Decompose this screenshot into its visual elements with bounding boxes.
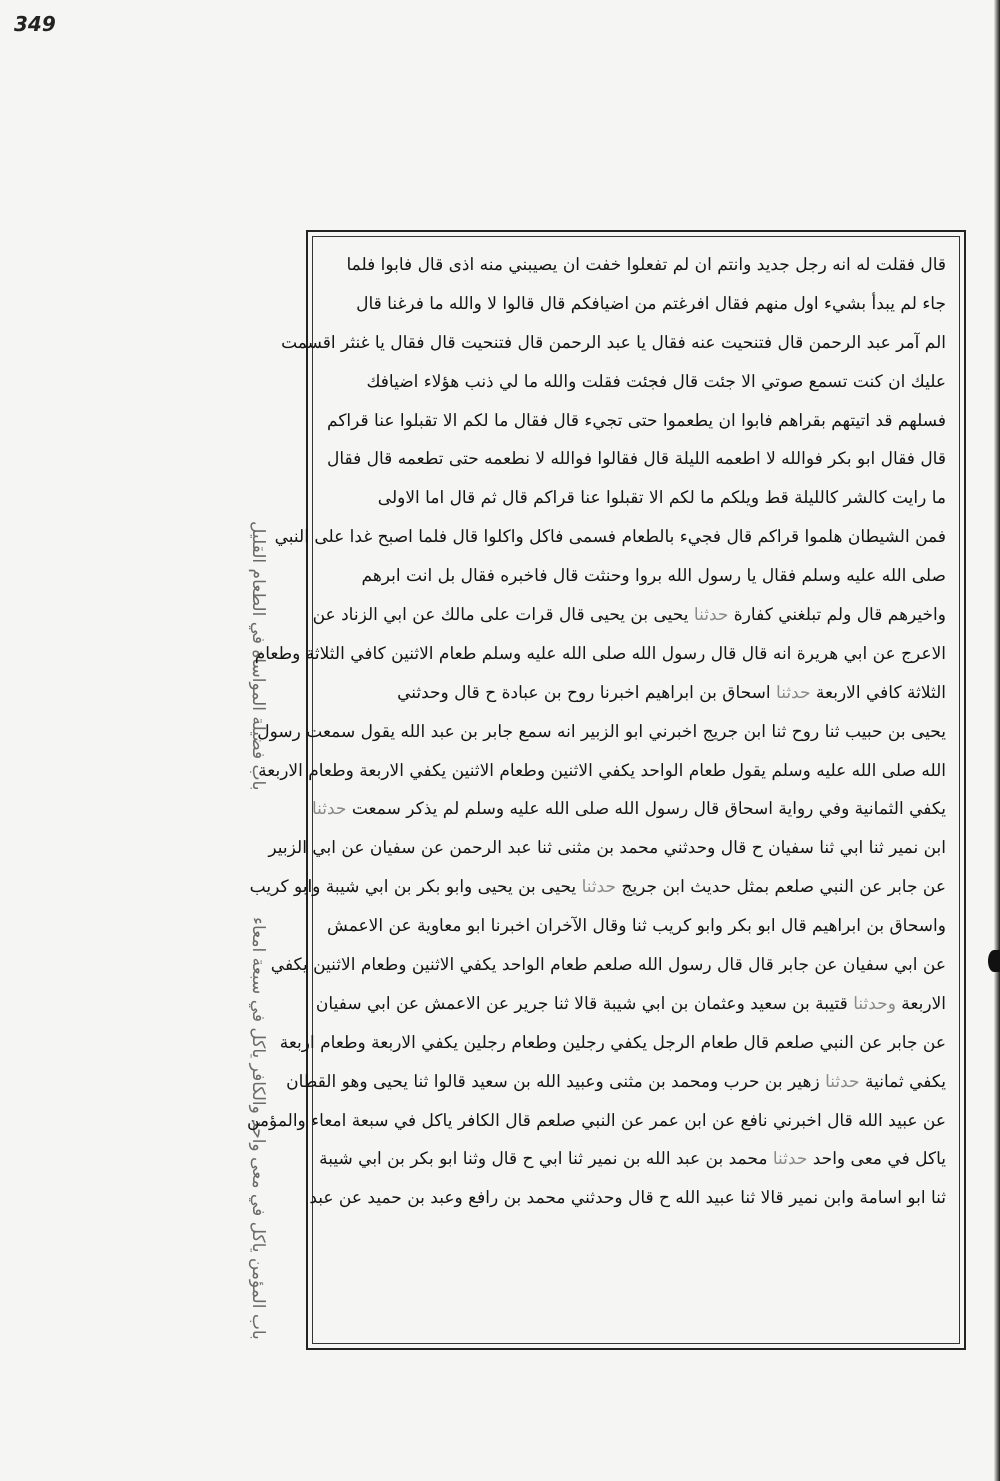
text-line [258,752,946,791]
text-line [274,518,946,557]
text-segment: ما رايت كالشر كالليلة قط ويلكم ما لكم الا تقبلوا عنا قراكم قال ثم قال اما الاولى [377,488,946,509]
text-line [268,829,946,868]
text-segment: عن عبيد الله قال اخبرني نافع عن ابن عمر عن النبي صلعم قال الكافر ياكل في سبعة امعاء والمؤمن [246,1110,946,1131]
text-segment: فمن الشيطان هلموا قراكم قال فجيء بالطعام فسمى فاكل واكلوا قال فلما اصبح غدا على النبي [274,527,946,548]
text-segment: ابن نمير ثنا ابي ثنا سفيان ح قال وحدثني محمد بن مثنى ثنا عبد الرحمن عن سفيان عن ابي الزبير [268,838,946,859]
page-edge-shadow [994,0,1000,1481]
text-segment: عن جابر عن النبي صلعم قال طعام الرجل يكفي رجلين وطعام رجلين يكفي الاربعة وطعام اربعة [279,1032,946,1053]
text-segment: يحيى بن حبيب ثنا روح ثنا ابن جريج اخبرني ابو الزبير انه سمع جابر بن عبد الله يقول سمعت رسول [257,721,946,742]
text-segment: قال فقلت له انه رجل جديد وانتم ان لم تفعلوا خفت ان يصيبني منه اذى قال فابوا فلما [346,255,946,275]
text-line [328,402,946,441]
text-segment: يحيى بن يحيى قال قرات على مالك عن ابي الزناد عن [312,605,694,626]
text-segment: واخيرهم قال ولم تبلغني كفارة [728,605,946,626]
text-segment: عن جابر عن النبي صلعم بمثل حديث ابن جريج [616,877,946,898]
text-line [270,946,946,985]
page-number: 349 [14,12,56,36]
margin-chapter-heading-bottom: باب المؤمن ياكل في معى واحد والكافر ياكل في سبعة امعاء [248,917,268,1340]
text-line [257,713,946,752]
text-segment: محمد بن عبد الله بن نمير ثنا ابي ح قال وثنا ابو بكر بن ابي شيبة [319,1149,773,1170]
hadith-marker: حدثنا [693,605,729,626]
text-segment: اسحاق بن ابراهيم اخبرنا روح بن عبادة ح قال وحدثني [397,682,777,703]
hadith-marker: حدثنا [311,799,347,820]
hadith-marker: حدثنا [772,1149,808,1170]
text-line [328,674,946,713]
text-line [328,440,946,479]
text-line [328,479,946,518]
text-line [281,324,946,363]
text-segment: قال فقال ابو بكر فوالله لا اطعمه الليلة قال فقالوا فوالله لا نطعمه حتى تطعمه قال فقال [326,449,946,470]
text-line [311,790,946,829]
text-line [246,1102,946,1141]
text-segment: يكفي ثمانية [859,1071,946,1092]
text-line [328,285,946,324]
text-segment: يحيى بن يحيى وابو بكر بن ابي شيبة وابو كريب [249,877,582,898]
text-line [315,985,946,1024]
text-line [309,1179,946,1218]
text-line [312,596,946,635]
text-segment: الثلاثة كافي الاربعة [810,682,946,703]
text-line [286,1063,946,1102]
hadith-marker: حدثنا [776,682,811,703]
text-segment: الم آمر عبد الرحمن قال فتنحيت عنه فقال يا عبد الرحمن قال فتنحيت قال فقال يا غنثر اقسمت [281,332,946,353]
text-line [328,557,946,596]
text-segment: فسلهم قد اتيتهم بقراهم فابوا ان يطعموا حتى تجيء قال فقال ما لكم الا تقبلوا عنا قراكم [327,410,946,431]
hadith-marker: حدثنا [825,1071,860,1092]
text-segment: قتيبة بن سعيد وعثمان بن ابي شيبة قالا ثنا جرير عن الاعمش عن ابي سفيان [315,993,854,1014]
text-segment: يكفي الثمانية وفي رواية اسحاق قال رسول الله صلى الله عليه وسلم لم يذكر سمعت [346,799,946,820]
text-segment: ثنا ابو اسامة وابن نمير قالا ثنا عبيد الله ح قال وحدثني محمد بن رافع وعبد بن حميد عن عبد [309,1188,946,1209]
text-line [254,635,946,674]
text-segment: واسحاق بن ابراهيم قال ابو بكر وابو كريب ثنا وقال الآخران اخبرنا ابو معاوية عن الاعمش [327,916,946,937]
text-segment: الاعرج عن ابي هريرة انه قال قال رسول الله صلى الله عليه وسلم طعام الاثنين كافي الثلاثة وطعام [254,643,946,664]
ink-blot [988,950,1000,972]
text-line [328,363,946,402]
text-line [328,246,946,285]
text-line [328,907,946,946]
text-segment: عليك ان كنت تسمع صوتي الا جئت قال فجئت فقلت والله ما لي ذنب هؤلاء اضيافك [366,371,946,392]
text-line [319,1140,946,1179]
text-segment: جاء لم يبدأ بشيء اول منهم فقال افرغتم من اضيافكم قال قالوا لا والله ما فرغنا قال [356,293,946,314]
hadith-marker: حدثنا [581,877,617,898]
text-segment: ياكل في معى واحد [807,1149,946,1170]
text-line [249,868,946,907]
text-segment: عن ابي سفيان عن جابر قال قال رسول الله صلعم طعام الواحد يكفي الاثنين وطعام الاثنين يكفي [270,955,946,976]
text-segment: الاربعة [895,993,946,1014]
text-segment: زهير بن حرب ومحمد بن مثنى وعبيد الله بن سعيد قالوا ثنا يحيى وهو القطان [286,1071,826,1092]
text-segment: الله صلى الله عليه وسلم يقول طعام الواحد يكفي الاثنين وطعام الاثنين يكفي الاربعة وطعام الاربعة [258,760,946,781]
margin-chapter-heading-top: باب فضيلة المواساة في الطعام القليل [248,520,268,790]
text-line [279,1024,946,1063]
text-segment: صلى الله عليه وسلم فقال يا رسول الله بروا وحنثت قال فاخبره فقال بل انت ابرهم [361,566,946,587]
hadith-marker: وحدثنا [853,993,896,1014]
